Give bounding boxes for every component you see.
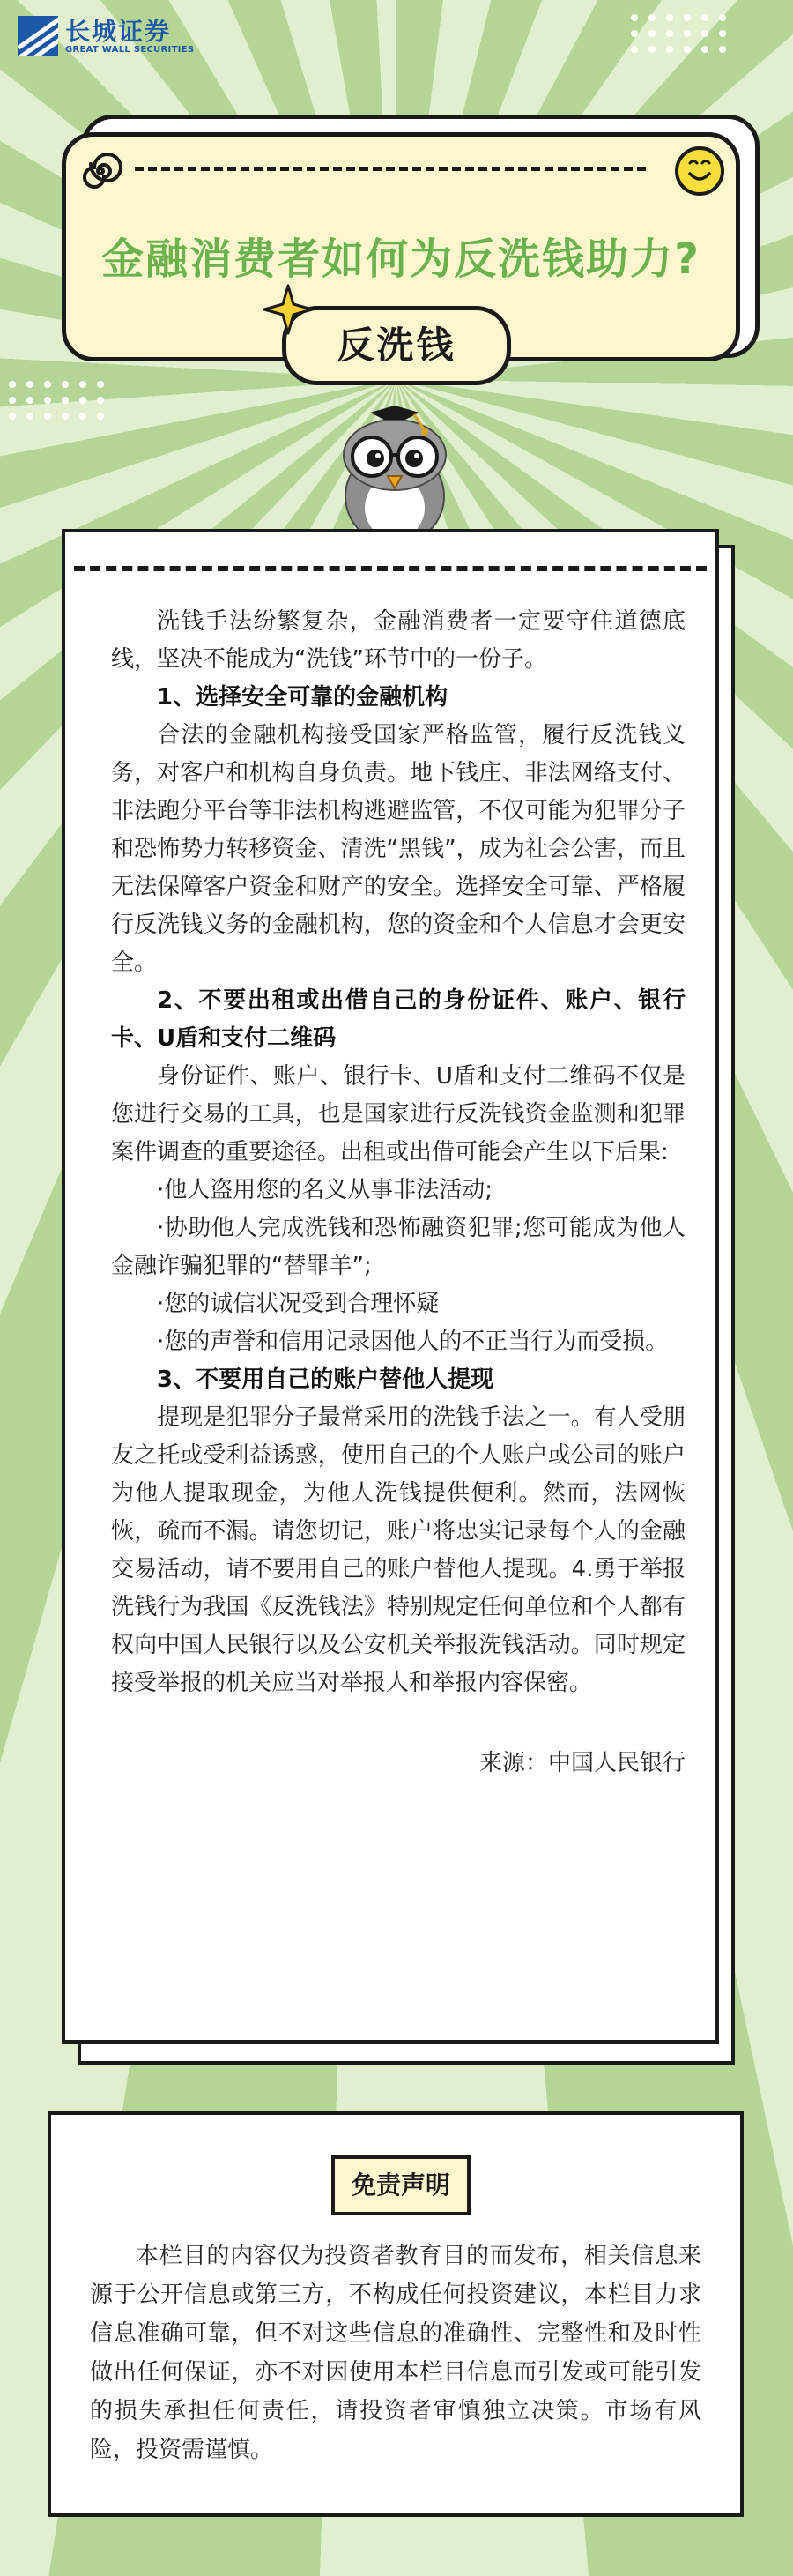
article-body: [111, 603, 686, 1783]
article-card: [62, 529, 719, 2044]
brand-name-cn: 长城证券: [65, 16, 172, 46]
bullet-item: ·您的声誉和信用记录因他人的不正当行为而受损。: [157, 1329, 669, 1355]
bullet-item: ·您的诚信状况受到合理怀疑: [157, 1291, 440, 1317]
page-title: 金融消费者如何为反洗钱助力?: [101, 235, 700, 284]
dots-decoration: [631, 14, 728, 53]
owl-mascot: [333, 404, 456, 545]
section-heading-3: 3、不要用自己的账户替他人提现: [157, 1366, 494, 1393]
spiral-icon: [77, 147, 124, 195]
section-paragraph-1: 合法的金融机构接受国家严格监管，履行反洗钱义务，对客户和机构自身负责。地下钱庄、非法网络支付、非法跑分平台等非法机构逃避监管，不仅可能为犯罪分子和恐怖势力转移资金、清洗“黑钱”，成为社会公害，而且无法保障客户资金和财产的安全。选择安全可靠、严格履行反洗钱义务的金融机构，您的资金和个人信息才会更安全。: [111, 722, 686, 976]
bullet-item: ·他人盗用您的名义从事非法活动;: [157, 1177, 493, 1203]
section-paragraph-3: 提现是犯罪分子最常采用的洗钱手法之一。有人受朋友之托或受利益诱惑，使用自己的个人账户或公司的账户为他人提取现金，为他人洗钱提供便利。然而，法网恢恢，疏而不漏。请您切记，账户将忠实记录每个人的金融交易活动，请不要用自己的账户替他人提现。4.勇于举报洗钱行为我国《反洗钱法》特别规定任何单位和个人都有权向中国人民银行以及公安机关举报洗钱活动。同时规定接受举报的机关应当对举报人和举报内容保密。: [111, 1404, 686, 1696]
brand-logo: [18, 16, 194, 56]
disclaimer-text: 本栏目的内容仅为投资者教育目的而发布，相关信息来源于公开信息或第三方，不构成任何投资建议，本栏目力求信息准确可靠，但不对这些信息的准确性、完整性和及时性做出任何保证，亦不对因使用本栏目信息而引发或可能引发的损失承担任何责任，请投资者审慎独立决策。市场有风险，投资需谨慎。: [90, 2243, 701, 2463]
disclaimer-card: [48, 2111, 744, 2517]
smiley-icon: [672, 144, 727, 198]
sparkle-icon: [261, 282, 315, 337]
section-heading-1: 1、选择安全可靠的金融机构: [157, 684, 448, 711]
dashed-divider: [74, 566, 707, 571]
dashed-divider: [135, 167, 646, 171]
logo-mark-icon: [18, 16, 58, 56]
section-paragraph-2: 身份证件、账户、银行卡、U盾和支付二维码不仅是您进行交易的工具，也是国家进行反洗钱资金监测和犯罪案件调查的重要途径。出租或出借可能会产生以下后果:: [111, 1063, 686, 1165]
topic-tag: 反洗钱: [282, 306, 511, 385]
dots-decoration: [9, 381, 106, 420]
article-source: 来源：中国人民银行: [478, 1750, 686, 1776]
brand-name-en: GREAT WALL SECURITIES: [65, 44, 195, 55]
bullet-item: ·协助他人完成洗钱和恐怖融资犯罪;您可能成为他人金融诈骗犯罪的“替罪羊”;: [111, 1215, 686, 1279]
section-heading-2: 2、不要出租或出借自己的身份证件、账户、银行卡、U盾和支付二维码: [111, 987, 686, 1052]
article-intro: 洗钱手法纷繁复杂，金融消费者一定要守住道德底线，坚决不能成为“洗钱”环节中的一份子。: [111, 608, 686, 673]
disclaimer-title: 免责声明: [331, 2155, 471, 2215]
